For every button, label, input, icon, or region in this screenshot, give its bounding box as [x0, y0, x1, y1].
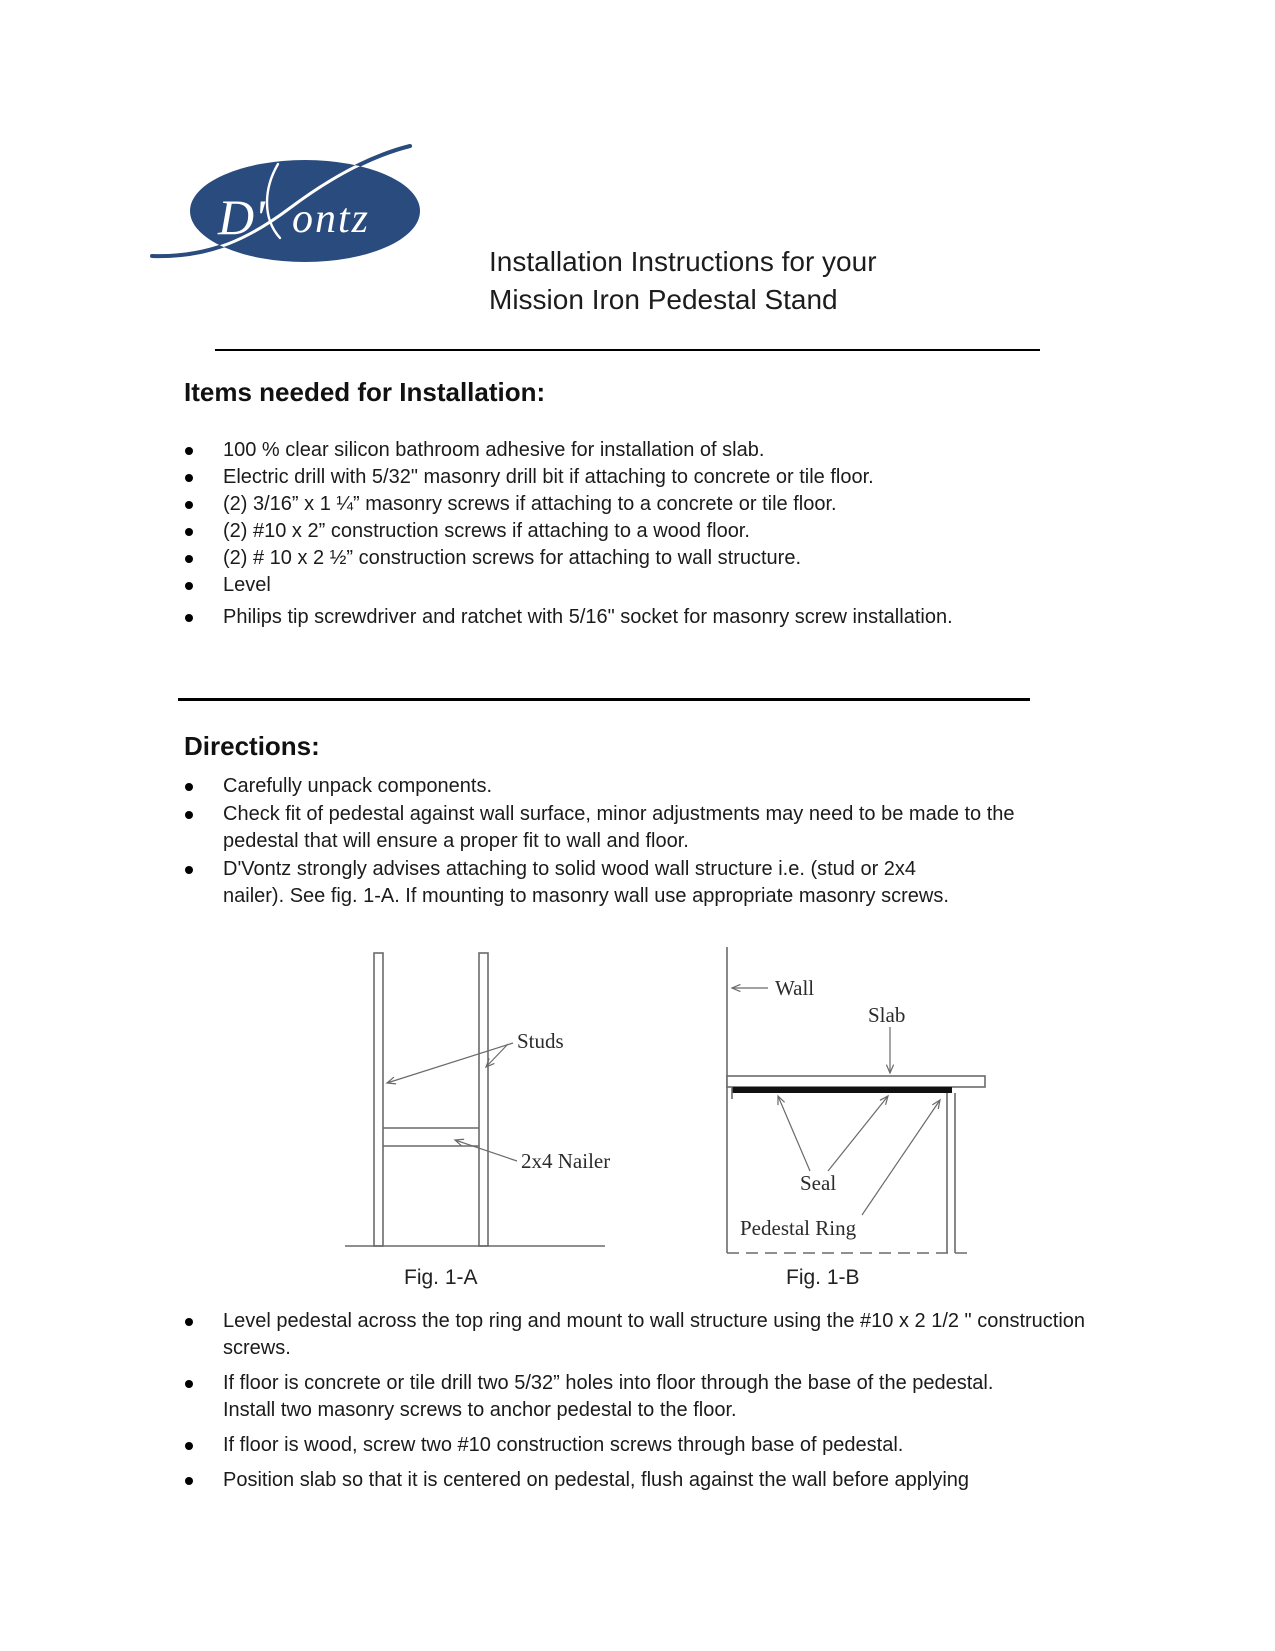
pedestal-ring-arrow	[862, 1100, 940, 1215]
seal-label: Seal	[800, 1171, 837, 1195]
title-line-1: Installation Instructions for your	[489, 246, 877, 277]
slab-label: Slab	[868, 1003, 906, 1027]
seal-arrow-right	[828, 1096, 888, 1171]
list-item: Check fit of pedestal against wall surface, minor adjustments may need to be made to the pedestal that will ensure a proper fit to wall and floor.	[184, 801, 1063, 855]
figure-1a-caption: Fig. 1-A	[404, 1266, 478, 1289]
right-stud	[479, 953, 488, 1246]
section-divider	[215, 349, 1040, 351]
list-item: (2) #10 x 2” construction screws if attaching to a wood floor.	[184, 518, 1084, 545]
list-item: Electric drill with 5/32" masonry drill bit if attaching to concrete or tile floor.	[184, 464, 1084, 491]
list-item: (2) 3/16” x 1 ¼” masonry screws if attaching to a concrete or tile floor.	[184, 491, 1084, 518]
page-title	[489, 243, 877, 319]
wall-label: Wall	[775, 976, 815, 1000]
items-heading: Items needed for Installation:	[184, 377, 546, 407]
nailer-label: 2x4 Nailer	[521, 1149, 610, 1173]
logo-text-ontz: ontz	[292, 196, 371, 242]
title-line-2: Mission Iron Pedestal Stand	[489, 284, 838, 315]
list-item: Position slab so that it is centered on pedestal, flush against the wall before applying	[184, 1467, 1124, 1494]
figure-1b-caption: Fig. 1-B	[786, 1266, 860, 1289]
left-stud	[374, 953, 383, 1246]
directions-list	[184, 773, 1084, 911]
list-item: D'Vontz strongly advises attaching to solid wood wall structure i.e. (stud or 2x4 nailer). See fig. 1-A. If mounting to masonry wall use appropriate masonry screws.	[184, 856, 978, 910]
list-item: (2) # 10 x 2 ½” construction screws for attaching to wall structure.	[184, 545, 1084, 572]
studs-arrow-left	[387, 1043, 513, 1083]
list-item: If floor is concrete or tile drill two 5/32” holes into floor through the base of the pedestal. Install two masonry screws to anchor pedestal to the floor.	[184, 1370, 1008, 1424]
list-item: 100 % clear silicon bathroom adhesive for installation of slab.	[184, 437, 1084, 464]
slab-shape	[727, 1076, 985, 1087]
figure-1b-pedestal-diagram	[690, 943, 990, 1263]
logo-text-d: D'	[218, 189, 265, 245]
dvontz-logo	[140, 138, 425, 270]
list-item: If floor is wood, screw two #10 construction screws through base of pedestal.	[184, 1432, 1124, 1459]
items-list	[184, 437, 1084, 631]
seal-bar	[732, 1087, 952, 1093]
list-item: Philips tip screwdriver and ratchet with 5/16" socket for masonry screw installation.	[184, 604, 1084, 631]
studs-label: Studs	[517, 1029, 564, 1053]
pedestal-ring-label: Pedestal Ring	[740, 1216, 857, 1240]
directions-heading: Directions:	[184, 731, 320, 761]
figure-1a-stud-diagram	[330, 943, 610, 1253]
section-divider	[178, 698, 1030, 701]
list-item: Level	[184, 572, 1084, 599]
directions-list-continued	[184, 1308, 1124, 1502]
list-item: Carefully unpack components.	[184, 773, 1084, 800]
seal-arrow-left	[778, 1096, 810, 1171]
list-item: Level pedestal across the top ring and mount to wall structure using the #10 x 2 1/2 " construction screws.	[184, 1308, 1124, 1362]
